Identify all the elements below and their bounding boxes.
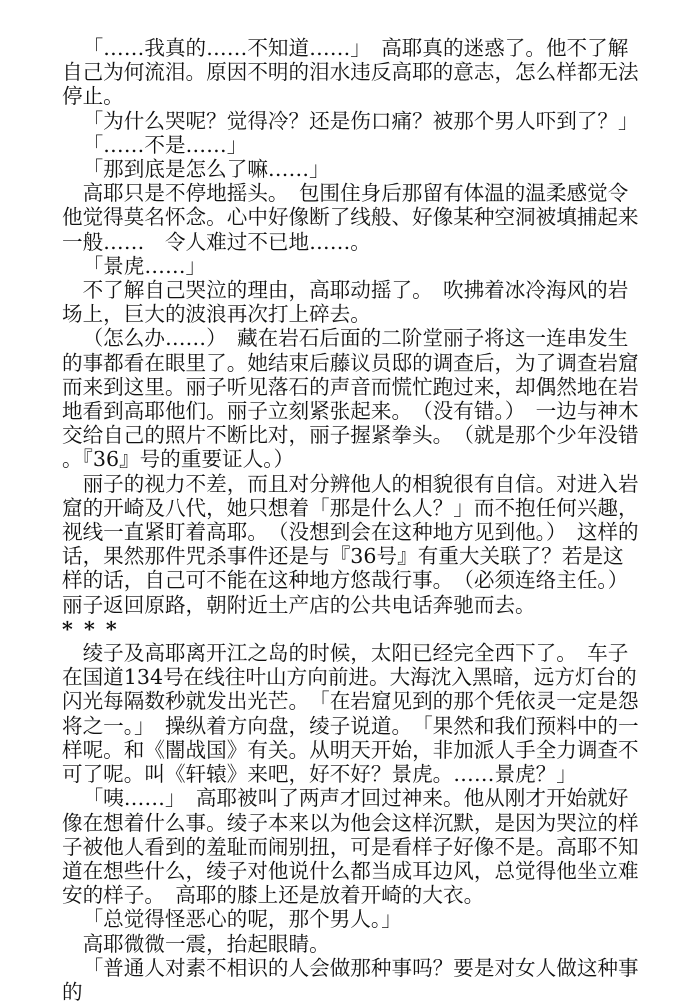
novel-page <box>62 36 642 1004</box>
paragraph-14: 「普通人对素不相识的人会做那种事吗？要是对女人做这种事的 <box>62 955 639 1004</box>
paragraph-2: 「为什么哭呢？觉得冷？还是伤口痛？被那个男人吓到了？」 <box>82 108 639 133</box>
paragraph-12: 「总觉得怪恶心的呢，那个男人。」 <box>82 907 402 932</box>
paragraph-3: 「……不是……」 <box>82 132 248 157</box>
paragraph-9: 丽子的视力不差，而且对分辨他人的相貌很有自信。对进入岩窟的开崎及八代，她只想着「那是什么人？」而不抱任何兴趣，视线一直紧盯着高耶。 （没想到会在这种地方见到他。） 这样的话，果然那件咒杀事件还是与『36号』有重大关联了？若是这样的话，自己可不能在这种地方悠哉行事。 （必须连络主任。） 丽子返回原路，朝附近土产店的公共电话奔驰而去。 <box>62 471 639 617</box>
paragraph-6: 「景虎……」 <box>82 253 207 278</box>
paragraph-10: 绫子及高耶离开江之岛的时候，太阳已经完全西下了。 车子在国道134号在线往叶山方向前进。大海沈入黑暗，远方灯台的闪光每隔数秒就发出光芒。 「在岩窟见到的那个凭依灵一定是怨将之一。」 操纵着方向盘，绫子说道。 「果然和我们预料中的一样呢。和《闇战国》有关。从明天开始，非加派人手全力调查不可了呢。叫《轩辕》来吧，好不好？景虎。……景虎？」 <box>62 641 639 787</box>
paragraph-11: 「咦……」 高耶被叫了两声才回过神来。他从刚才开始就好像在想着什么事。绫子本来以为他会这样沉默，是因为哭泣的样子被他人看到的羞耻而闹别扭，可是看样子好像不是。高耶不知道在想些什么，绫子对他说什么都当成耳边风，总觉得他坐立难安的样子。 高耶的膝上还是放着开崎的大衣。 <box>62 786 639 908</box>
paragraph-1: 「……我真的……不知道……」 高耶真的迷惑了。他不了解自己为何流泪。原因不明的泪水违反高耶的意志，怎么样都无法停止。 <box>62 36 639 109</box>
paragraph-8: （怎么办……） 藏在岩石后面的二阶堂丽子将这一连串发生的事都看在眼里了。她结束后藤议员邸的调查后，为了调查岩窟而来到这里。丽子听见落石的声音而慌忙跑过来，却偶然地在岩地看到高耶他们。丽子立刻紧张起来。 （没有错。） 一边与神木交给自己的照片不断比对，丽子握紧拳头。 （就是那个少年没错。『36』号的重要证人。） <box>62 326 639 472</box>
scene-separator: * * * <box>62 616 119 641</box>
paragraph-5: 高耶只是不停地摇头。 包围住身后那留有体温的温柔感觉令他觉得莫名怀念。心中好像断了线般、好像某种空洞被填捕起来一般…… 令人难过不已地……。 <box>62 181 639 254</box>
paragraph-13: 高耶微微一震，抬起眼睛。 <box>82 931 330 956</box>
paragraph-4: 「那到底是怎么了嘛……」 <box>82 157 330 182</box>
paragraph-7: 不了解自己哭泣的理由，高耶动摇了。 吹拂着冰冷海风的岩场上，巨大的波浪再次打上碎去。 <box>62 278 629 327</box>
